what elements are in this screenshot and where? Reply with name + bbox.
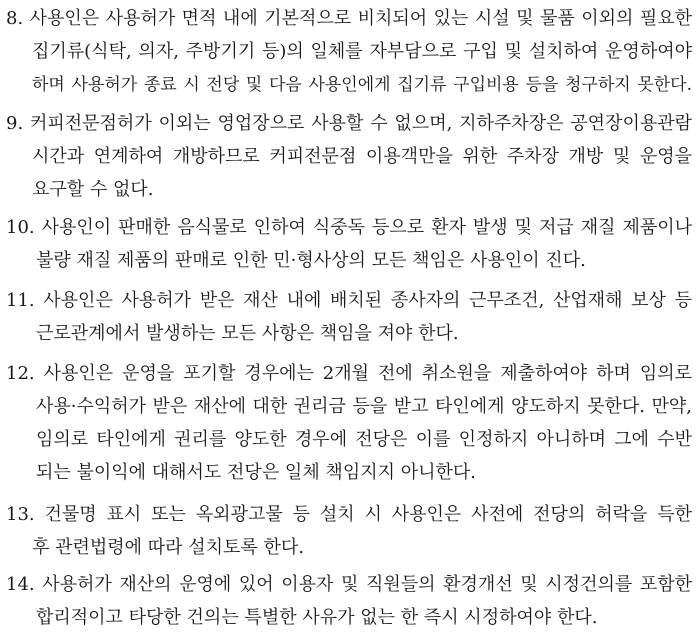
clause-line: 13. 건물명 표시 또는 옥외광고물 등 설치 시 사용인은 사전에 전당의 허락을 득한: [6, 504, 692, 525]
clause-line: 불량 재질 제품의 판매로 인한 민·형사상의 모든 책임은 사용인이 진다.: [36, 250, 586, 271]
clause-line: 후 관련법령에 따라 설치토록 한다.: [32, 537, 305, 558]
clause-line: 9. 커피전문점허가 이외는 영업장으로 사용할 수 없으며, 지하주차장은 공연장이용관람: [6, 113, 692, 134]
clause-line: 14. 사용허가 재산의 운영에 있어 이용자 및 직원들의 환경개선 및 시정건의를 포함한: [6, 574, 692, 595]
clause-line: 되는 불이익에 대해서도 전당은 일체 책임지지 아니한다.: [36, 462, 476, 483]
clause-line: 10. 사용인이 판매한 음식물로 인하여 식중독 등으로 환자 발생 및 저급 재질 제품이나: [6, 217, 692, 238]
clause-line: 시간과 연계하여 개방하므로 커피전문점 이용객만을 위한 주차장 개방 및 운영을: [32, 146, 692, 167]
clause-line: 하며 사용허가 종료 시 전당 및 다음 사용인에게 집기류 구입비용 등을 청구하지 못한다.: [32, 75, 692, 95]
clause-line: 요구할 수 없다.: [32, 179, 154, 200]
clause-line: 합리적이고 타당한 건의는 특별한 사유가 없는 한 즉시 시정하여야 한다.: [36, 607, 598, 628]
clause-line: 집기류(식탁, 의자, 주방기기 등)의 일체를 자부담으로 구입 및 설치하여 운영하여야: [32, 41, 692, 62]
clause-line: 11. 사용인은 사용허가 받은 재산 내에 배치된 종사자의 근무조건, 산업재해 보상 등: [6, 290, 692, 311]
clause-line: 사용·수익허가 받은 재산에 대한 권리금 등을 받고 타인에게 양도하지 못한다. 만약,: [36, 396, 692, 417]
clause-line: 근로관계에서 발생하는 모든 사항은 책임을 져야 한다.: [36, 323, 459, 344]
clause-line: 12. 사용인은 운영을 포기할 경우에는 2개월 전에 취소원을 제출하여야 하며 임의로: [6, 363, 692, 384]
clause-line: 8. 사용인은 사용허가 면적 내에 기본적으로 비치되어 있는 시설 및 물품 이외의 필요한: [6, 8, 692, 29]
clause-line: 임의로 타인에게 권리를 양도한 경우에 전당은 이를 인정하지 아니하며 그에 수반: [36, 429, 692, 450]
